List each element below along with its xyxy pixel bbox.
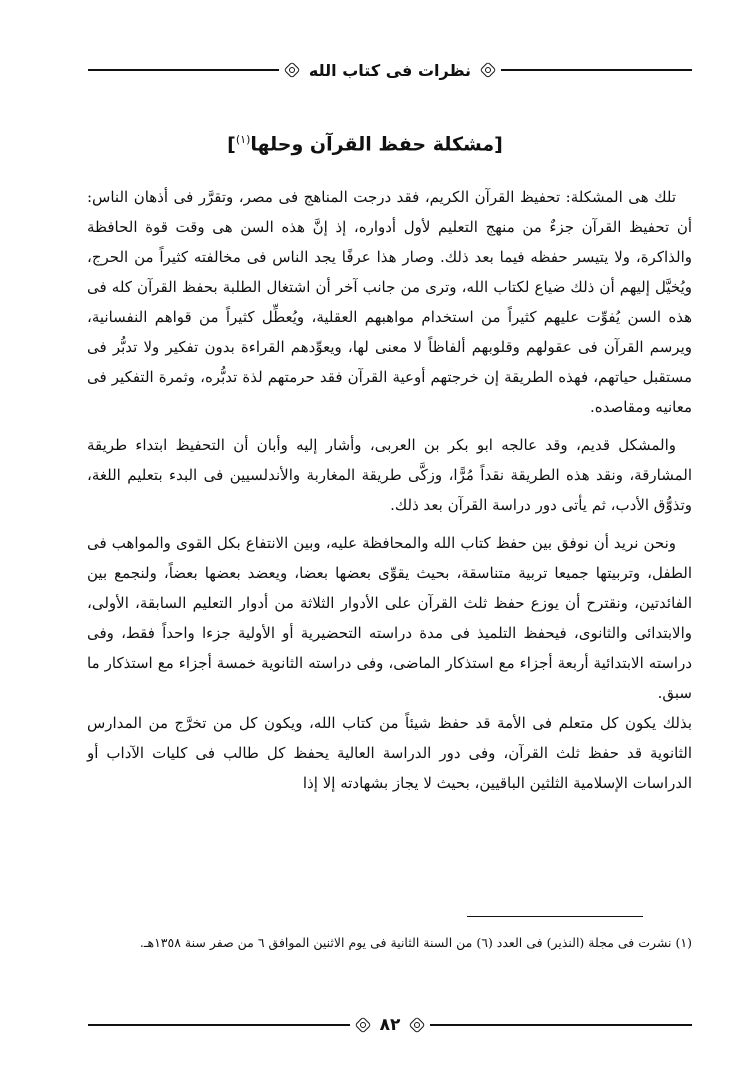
- footnote-separator: [467, 916, 643, 917]
- ornament-icon: [285, 63, 299, 77]
- chapter-title-close: ]: [227, 133, 236, 156]
- paragraph: ونحن نريد أن نوفق بين حفظ كتاب الله والمحافظة عليه، وبين الانتفاع بكل القوى والمواهب فى الطفل، وتربيتها جميعا تربية متناسقة، بحيث يقوِّى بعضها بعضا، ويعضد بعضها بعضاً، ولنجمع بين الفائدتين، ونقترح أن يوزع حفظ ثلث القرآن على الأدوار الثلاثة من أدوار التعليم السابقة، الأولى، والابتدائى والثانوى، فيحفظ التلميذ فى مدة دراسته التحضيرية أو الأولية جزءا واحداً فقط، وفى دراسته الابتدائية أربعة أجزاء مع استذكار الماضى، وفى دراسته الثانوية خمسة أجزاء مع استذكار ما سبق.: [87, 534, 692, 702]
- footnote: (١) نشرت فى مجلة (النذير) فى العدد (٦) من السنة الثانية فى يوم الاثنين الموافق ٦ من صفر سنة ١٣٥٨هـ.: [139, 935, 692, 950]
- ornament-icon: [481, 63, 495, 77]
- paragraph: بذلك يكون كل متعلم فى الأمة قد حفظ شيئاً من كتاب الله، ويكون كل من تخرَّج من المدارس الثانوية قد حفظ ثلث القرآن، وفى دور الدراسة العالية يحفظ كل طالب فى كليات الآداب أو الدراسات الإسلامية الثلثين الباقيين، بحيث لا يجاز بشهادته إلا إذا: [87, 714, 692, 792]
- chapter-title: [150, 133, 580, 155]
- paragraph: والمشكل قديم، وقد عالجه ابو بكر بن العربى، وأشار إليه وأبان أن التحفيظ ابتداء طريقة المشارقة، ونقد هذه الطريقة نقداً مُرًّا، وزكَّى طريقة المغاربة والأندلسيين فى البدء بتعليم اللغة، وتذوُّق الأدب، ثم يأتى دور دراسة القرآن بعد ذلك.: [87, 436, 692, 514]
- header-rule-right: [501, 69, 692, 71]
- paragraph: تلك هى المشكلة: تحفيظ القرآن الكريم، فقد درجت المناهج فى مصر، وتقرَّر فى أذهان الناس: أن تحفيظ القرآن جزءٌ من منهج التعليم لأول أدواره، إذ إنَّ هذه السن هى وقت قوة الحافظة والذاكرة، ولا يتيسر حفظه فيما بعد ذلك. وصار هذا عرفًا يجد الناس فى مخالفته كثيراً من الحرج، ويُخيَّل إليهم أن ذلك ضياع لكتاب الله، وترى من جانب آخر أن اشتغال الطلبة بحفظ القرآن كله فى هذه السن يُفوِّت عليهم كثيراً من استخدام مواهبهم العقلية، ويُعطِّل كثيراً من قواهم النفسانية، ويرسم القرآن فى عقولهم وقلوبهم ألفاظاً لا معنى لها، ويعوِّدهم القراءة بدون تفكير ولا تدبُّر فى مستقبل حياتهم، فهذه الطريقة إن خرجتهم أوعية القرآن فقد حرمتهم لذة تدبُّره، وثمرة التفكير فى معانيه ومقاصده.: [87, 188, 692, 416]
- body-text: [87, 182, 692, 798]
- ornament-icon: [410, 1018, 424, 1032]
- footer-rule-left: [88, 1024, 350, 1026]
- page-number: ٨٢: [379, 1015, 401, 1035]
- ornament-icon: [356, 1018, 370, 1032]
- chapter-title-text: [مشكلة حفظ القرآن وحلها: [250, 133, 503, 156]
- footer-rule-right: [430, 1024, 692, 1026]
- footnote-ref: (١): [235, 133, 251, 146]
- running-title: نظرات فى كتاب الله: [308, 60, 472, 80]
- header-rule-left: [88, 69, 279, 71]
- running-header: [88, 55, 692, 85]
- page-footer: [88, 1010, 692, 1040]
